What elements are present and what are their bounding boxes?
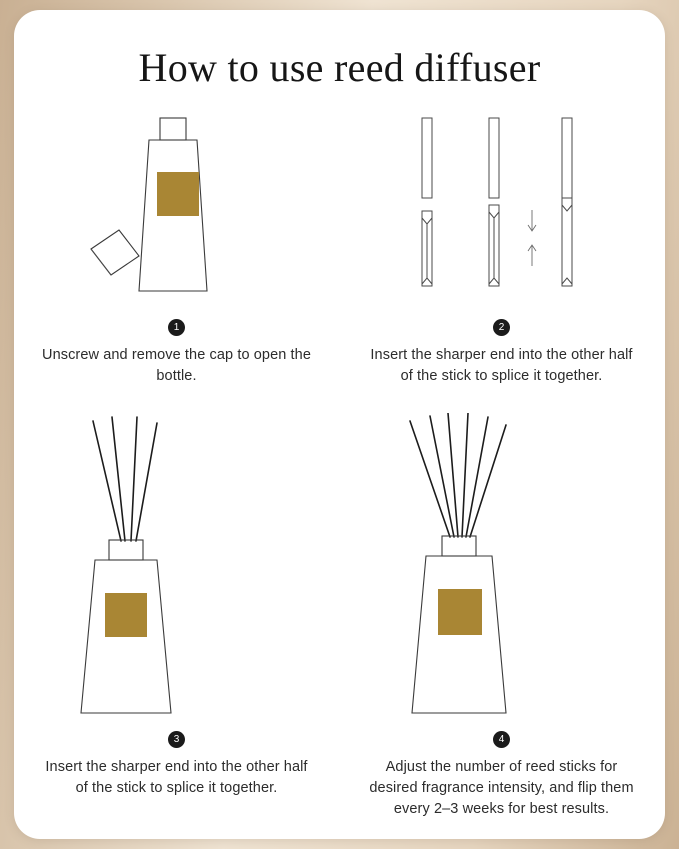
step-1-illustration [14, 106, 339, 311]
step-3-badge: 3 [168, 731, 185, 748]
diffuser-six-reeds-icon [382, 413, 622, 723]
step-2 [339, 106, 664, 387]
steps-row-top [14, 106, 665, 387]
step-2-badge: 2 [493, 319, 510, 336]
diffuser-four-reeds-icon [57, 413, 297, 723]
bottle-with-cap-icon [57, 106, 297, 311]
instruction-card [14, 10, 665, 839]
step-4-badge: 4 [493, 731, 510, 748]
page-title: How to use reed diffuser [138, 45, 541, 90]
step-3-caption: Insert the sharper end into the other half of the stick to splice it together. [45, 759, 308, 796]
step-3-illustration [14, 413, 339, 723]
steps-row-bottom [14, 413, 665, 820]
step-1 [14, 106, 339, 387]
reed-splice-icon [392, 106, 612, 311]
steps-grid [14, 106, 665, 820]
step-4-caption: Adjust the number of reed sticks for desired fragrance intensity, and flip them every 2–3 weeks for best results. [369, 759, 634, 817]
step-2-illustration [339, 106, 664, 311]
step-1-caption: Unscrew and remove the cap to open the bottle. [42, 347, 311, 384]
step-4-illustration [339, 413, 664, 723]
step-4 [339, 413, 664, 820]
step-2-caption: Insert the sharper end into the other half of the stick to splice it together. [370, 347, 633, 384]
step-3 [14, 413, 339, 820]
step-1-badge: 1 [168, 319, 185, 336]
